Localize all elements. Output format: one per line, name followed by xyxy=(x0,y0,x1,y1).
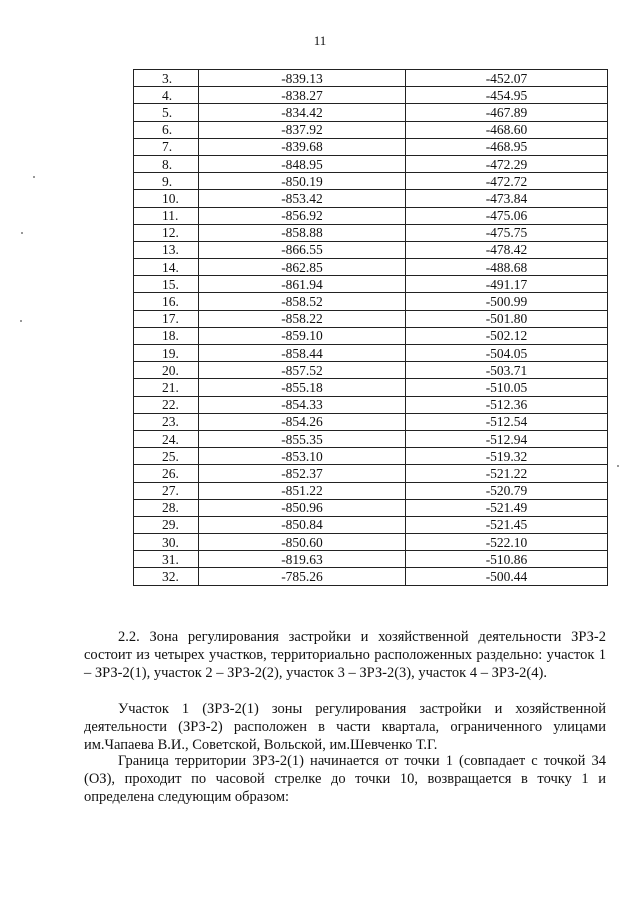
x-coordinate-cell: -858.88 xyxy=(199,224,406,241)
point-number-cell: 9. xyxy=(134,173,199,190)
y-coordinate-cell: -503.71 xyxy=(406,362,608,379)
point-number-cell: 10. xyxy=(134,190,199,207)
table-row xyxy=(134,241,608,258)
x-coordinate-cell: -839.68 xyxy=(199,138,406,155)
scan-speck xyxy=(21,232,23,234)
table-row xyxy=(134,327,608,344)
scan-speck xyxy=(20,320,22,322)
x-coordinate-cell: -850.60 xyxy=(199,534,406,551)
x-coordinate-cell: -858.22 xyxy=(199,310,406,327)
y-coordinate-cell: -472.29 xyxy=(406,155,608,172)
table-row xyxy=(134,465,608,482)
boundary-description-paragraph: Граница территории ЗРЗ-2(1) начинается от точки 1 (совпадает с точкой 34 (ОЗ), проходит по часовой стрелке до точки 10, возвращается в точку 1 и определена следующим образом: xyxy=(84,753,606,805)
point-number-cell: 20. xyxy=(134,362,199,379)
x-coordinate-cell: -855.18 xyxy=(199,379,406,396)
y-coordinate-cell: -521.49 xyxy=(406,499,608,516)
point-number-cell: 3. xyxy=(134,70,199,87)
table-row xyxy=(134,499,608,516)
section-2-2-paragraph: 2.2. Зона регулирования застройки и хозяйственной деятельности ЗРЗ-2 состоит из четырех участков, территориально расположенных раздельно: участок 1 – ЗРЗ-2(1), участок 2 – ЗРЗ-2(2), участок 3 – ЗРЗ-2(3), участок 4 – ЗРЗ-2(4). xyxy=(84,629,606,681)
point-number-cell: 12. xyxy=(134,224,199,241)
point-number-cell: 19. xyxy=(134,345,199,362)
y-coordinate-cell: -468.95 xyxy=(406,138,608,155)
page-number: 11 xyxy=(313,33,327,48)
x-coordinate-cell: -855.35 xyxy=(199,430,406,447)
table-row xyxy=(134,551,608,568)
table-row xyxy=(134,173,608,190)
table-row xyxy=(134,534,608,551)
point-number-cell: 5. xyxy=(134,104,199,121)
x-coordinate-cell: -859.10 xyxy=(199,327,406,344)
scan-speck xyxy=(617,465,619,467)
y-coordinate-cell: -512.54 xyxy=(406,413,608,430)
point-number-cell: 14. xyxy=(134,259,199,276)
point-number-cell: 8. xyxy=(134,155,199,172)
y-coordinate-cell: -510.05 xyxy=(406,379,608,396)
scan-speck xyxy=(33,176,35,178)
x-coordinate-cell: -785.26 xyxy=(199,568,406,585)
x-coordinate-cell: -837.92 xyxy=(199,121,406,138)
y-coordinate-cell: -475.06 xyxy=(406,207,608,224)
point-number-cell: 28. xyxy=(134,499,199,516)
coordinates-table-body xyxy=(134,70,608,586)
table-row xyxy=(134,276,608,293)
x-coordinate-cell: -853.10 xyxy=(199,448,406,465)
x-coordinate-cell: -838.27 xyxy=(199,87,406,104)
table-row xyxy=(134,224,608,241)
point-number-cell: 4. xyxy=(134,87,199,104)
y-coordinate-cell: -475.75 xyxy=(406,224,608,241)
point-number-cell: 30. xyxy=(134,534,199,551)
point-number-cell: 25. xyxy=(134,448,199,465)
x-coordinate-cell: -819.63 xyxy=(199,551,406,568)
table-row xyxy=(134,362,608,379)
table-row xyxy=(134,104,608,121)
x-coordinate-cell: -850.19 xyxy=(199,173,406,190)
table-row xyxy=(134,396,608,413)
table-row xyxy=(134,155,608,172)
y-coordinate-cell: -504.05 xyxy=(406,345,608,362)
coordinates-table xyxy=(133,69,608,586)
table-row xyxy=(134,293,608,310)
point-number-cell: 24. xyxy=(134,430,199,447)
x-coordinate-cell: -850.96 xyxy=(199,499,406,516)
table-row xyxy=(134,70,608,87)
point-number-cell: 13. xyxy=(134,241,199,258)
point-number-cell: 16. xyxy=(134,293,199,310)
point-number-cell: 6. xyxy=(134,121,199,138)
point-number-cell: 29. xyxy=(134,516,199,533)
y-coordinate-cell: -473.84 xyxy=(406,190,608,207)
y-coordinate-cell: -488.68 xyxy=(406,259,608,276)
y-coordinate-cell: -512.36 xyxy=(406,396,608,413)
x-coordinate-cell: -834.42 xyxy=(199,104,406,121)
plot-1-description-paragraph: Участок 1 (ЗРЗ-2(1) зоны регулирования застройки и хозяйственной деятельности (ЗРЗ-2) расположен в части квартала, ограниченного улицами им.Чапаева В.И., Советской, Вольской, им.Шевченко Т.Г. xyxy=(84,701,606,753)
x-coordinate-cell: -858.44 xyxy=(199,345,406,362)
table-row xyxy=(134,121,608,138)
x-coordinate-cell: -862.85 xyxy=(199,259,406,276)
table-row xyxy=(134,379,608,396)
point-number-cell: 11. xyxy=(134,207,199,224)
y-coordinate-cell: -467.89 xyxy=(406,104,608,121)
y-coordinate-cell: -501.80 xyxy=(406,310,608,327)
table-row xyxy=(134,259,608,276)
x-coordinate-cell: -839.13 xyxy=(199,70,406,87)
x-coordinate-cell: -851.22 xyxy=(199,482,406,499)
y-coordinate-cell: -522.10 xyxy=(406,534,608,551)
point-number-cell: 21. xyxy=(134,379,199,396)
y-coordinate-cell: -472.72 xyxy=(406,173,608,190)
y-coordinate-cell: -521.22 xyxy=(406,465,608,482)
table-row xyxy=(134,345,608,362)
table-row xyxy=(134,430,608,447)
table-row xyxy=(134,516,608,533)
table-row xyxy=(134,138,608,155)
table-row xyxy=(134,568,608,585)
x-coordinate-cell: -848.95 xyxy=(199,155,406,172)
table-row xyxy=(134,190,608,207)
x-coordinate-cell: -852.37 xyxy=(199,465,406,482)
table-row xyxy=(134,310,608,327)
y-coordinate-cell: -519.32 xyxy=(406,448,608,465)
table-row xyxy=(134,448,608,465)
point-number-cell: 22. xyxy=(134,396,199,413)
y-coordinate-cell: -521.45 xyxy=(406,516,608,533)
x-coordinate-cell: -853.42 xyxy=(199,190,406,207)
y-coordinate-cell: -478.42 xyxy=(406,241,608,258)
y-coordinate-cell: -500.44 xyxy=(406,568,608,585)
y-coordinate-cell: -500.99 xyxy=(406,293,608,310)
y-coordinate-cell: -452.07 xyxy=(406,70,608,87)
point-number-cell: 18. xyxy=(134,327,199,344)
point-number-cell: 31. xyxy=(134,551,199,568)
point-number-cell: 15. xyxy=(134,276,199,293)
point-number-cell: 7. xyxy=(134,138,199,155)
y-coordinate-cell: -520.79 xyxy=(406,482,608,499)
table-row xyxy=(134,207,608,224)
x-coordinate-cell: -854.26 xyxy=(199,413,406,430)
table-row xyxy=(134,482,608,499)
y-coordinate-cell: -510.86 xyxy=(406,551,608,568)
point-number-cell: 27. xyxy=(134,482,199,499)
point-number-cell: 32. xyxy=(134,568,199,585)
table-row xyxy=(134,413,608,430)
y-coordinate-cell: -502.12 xyxy=(406,327,608,344)
y-coordinate-cell: -454.95 xyxy=(406,87,608,104)
x-coordinate-cell: -857.52 xyxy=(199,362,406,379)
x-coordinate-cell: -856.92 xyxy=(199,207,406,224)
x-coordinate-cell: -861.94 xyxy=(199,276,406,293)
x-coordinate-cell: -850.84 xyxy=(199,516,406,533)
x-coordinate-cell: -854.33 xyxy=(199,396,406,413)
point-number-cell: 17. xyxy=(134,310,199,327)
point-number-cell: 23. xyxy=(134,413,199,430)
y-coordinate-cell: -512.94 xyxy=(406,430,608,447)
x-coordinate-cell: -866.55 xyxy=(199,241,406,258)
y-coordinate-cell: -468.60 xyxy=(406,121,608,138)
point-number-cell: 26. xyxy=(134,465,199,482)
x-coordinate-cell: -858.52 xyxy=(199,293,406,310)
table-row xyxy=(134,87,608,104)
y-coordinate-cell: -491.17 xyxy=(406,276,608,293)
